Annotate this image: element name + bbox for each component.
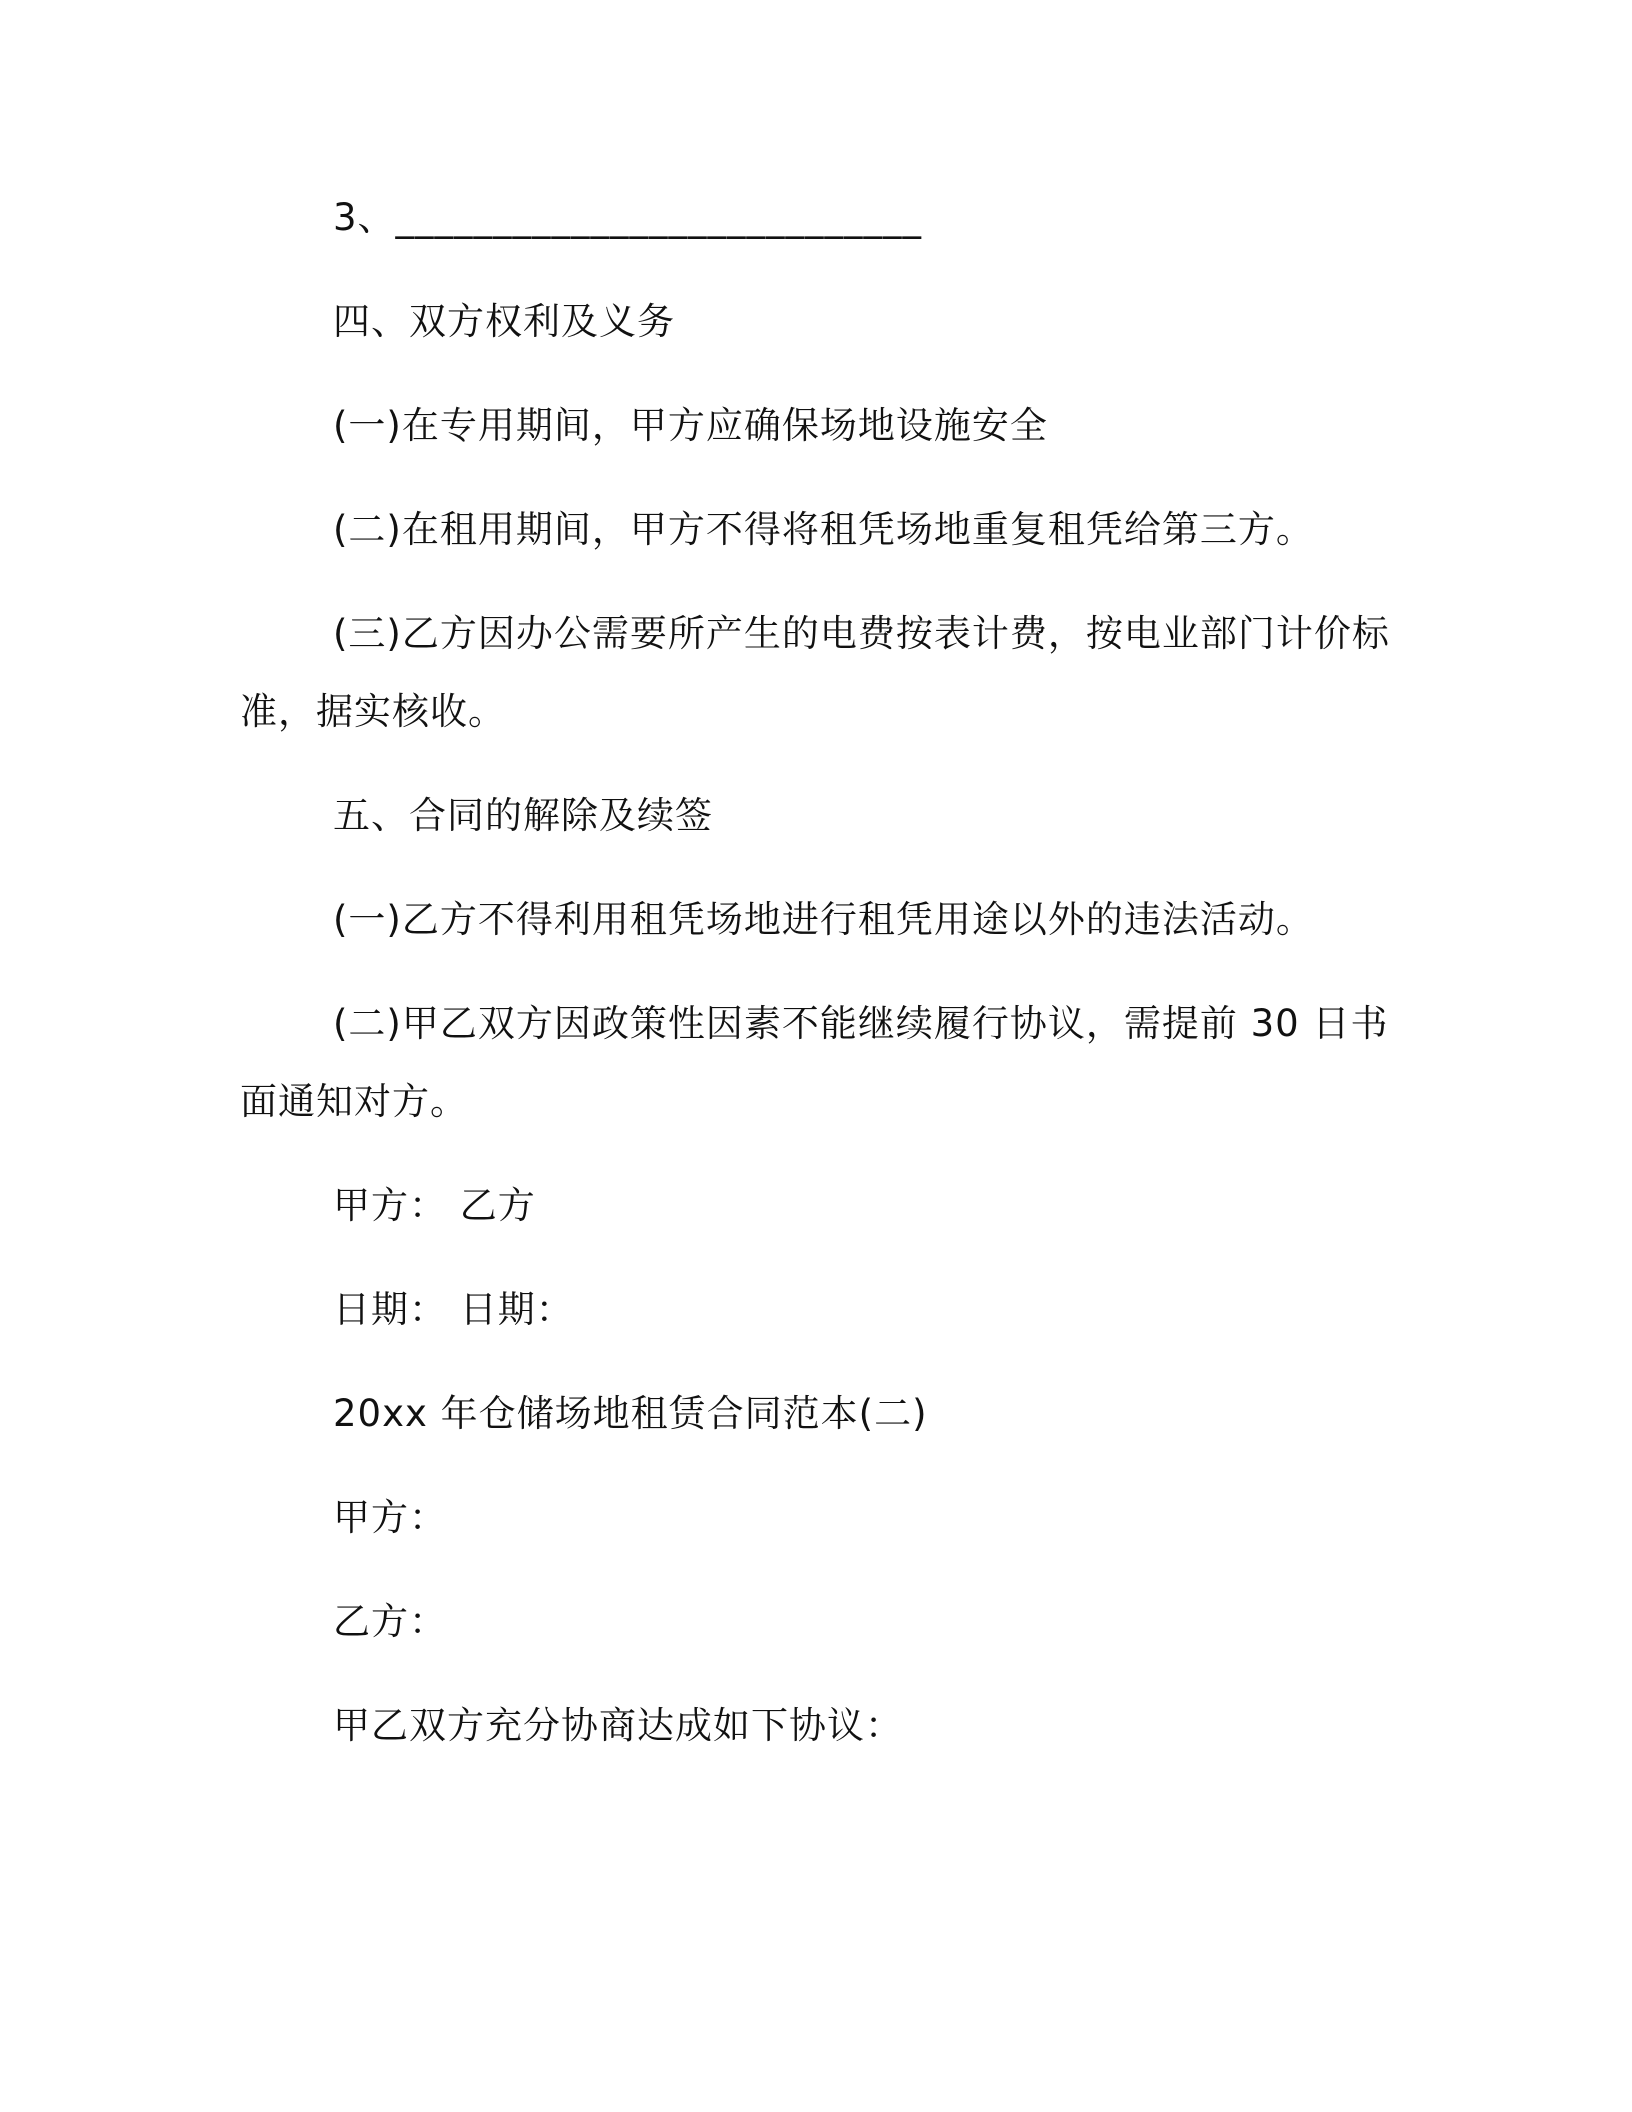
party-b-label: 乙方：: [333, 1600, 447, 1643]
agreement-intro: 甲乙双方充分协商达成如下协议：: [333, 1704, 903, 1747]
clause-rights-1: (一)在专用期间，甲方应确保场地设施安全: [333, 404, 1048, 447]
party-a-label: 甲方：: [333, 1496, 447, 1539]
section-heading-rights: 四、双方权利及义务: [333, 300, 675, 343]
clause-termination-1: (一)乙方不得利用租凭场地进行租凭用途以外的违法活动。: [333, 898, 1314, 941]
blank-item-3: 3、___________________________: [333, 196, 923, 239]
clause-rights-3-line1: (三)乙方因办公需要所产生的电费按表计费，按电业部门计价标: [333, 612, 1390, 655]
signature-dates: 日期： 日期：: [333, 1288, 574, 1331]
clause-rights-3-line2: 准，据实核收。: [240, 690, 506, 733]
signature-parties: 甲方： 乙方: [333, 1184, 536, 1227]
clause-termination-2-line2: 面通知对方。: [240, 1080, 468, 1123]
contract-title-2: 20xx 年仓储场地租赁合同范本(二): [333, 1392, 928, 1435]
clause-rights-2: (二)在租用期间，甲方不得将租凭场地重复租凭给第三方。: [333, 508, 1314, 551]
section-heading-termination: 五、合同的解除及续签: [333, 794, 713, 837]
clause-termination-2-line1: (二)甲乙双方因政策性因素不能继续履行协议，需提前 30 日书: [333, 1002, 1389, 1045]
